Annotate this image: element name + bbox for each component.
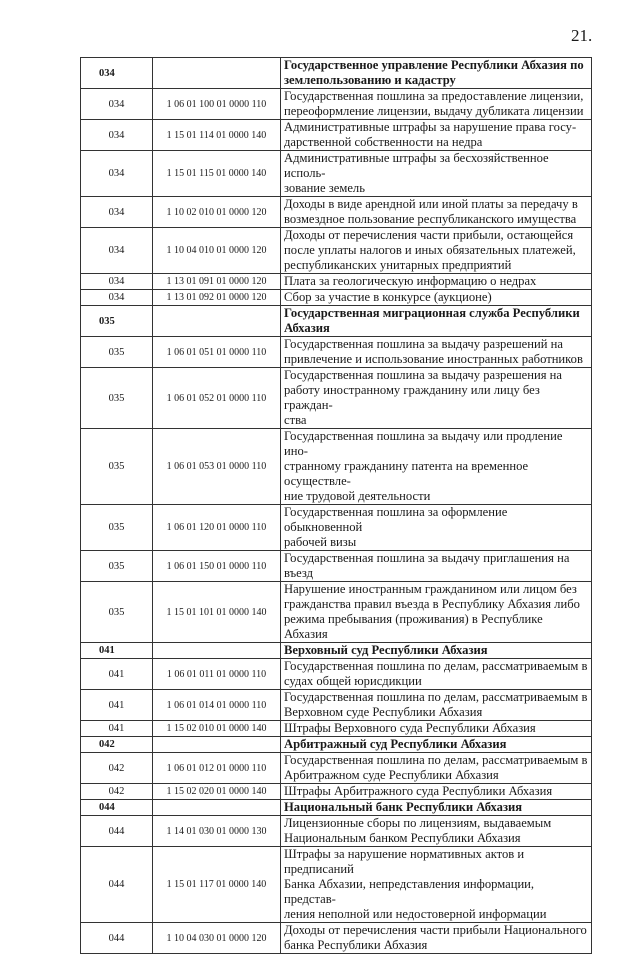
- org-code-cell: 035: [81, 505, 153, 551]
- revenue-code-cell: 1 15 01 114 01 0000 140: [153, 120, 281, 151]
- org-code-cell: 034: [81, 151, 153, 197]
- description-cell: Государственная пошлина по делам, рассматриваемым в Арбитражном суде Республики Абхазия: [281, 753, 592, 784]
- org-code-cell: 041: [81, 690, 153, 721]
- section-header-row: [81, 800, 592, 816]
- description-cell: Верховный суд Республики Абхазия: [281, 643, 592, 659]
- description-cell: Административные штрафы за нарушение права госу- дарственной собственности на недра: [281, 120, 592, 151]
- org-code-cell: 034: [81, 89, 153, 120]
- description-cell: Штрафы Верховного суда Республики Абхазия: [281, 721, 592, 737]
- org-code-cell: 041: [81, 643, 153, 659]
- page-number: 21.: [571, 26, 593, 45]
- table-row: [81, 337, 592, 368]
- revenue-code-cell: [153, 643, 281, 659]
- revenue-code-cell: 1 14 01 030 01 0000 130: [153, 816, 281, 847]
- description-cell: Доходы в виде арендной или иной платы за передачу в возмездное пользование республиканского имущества: [281, 197, 592, 228]
- table-row: [81, 368, 592, 429]
- revenue-code-cell: 1 06 01 120 01 0000 110: [153, 505, 281, 551]
- description-cell: Государственная пошлина за выдачу приглашения на въезд: [281, 551, 592, 582]
- table-row: [81, 582, 592, 643]
- org-code-cell: 044: [81, 847, 153, 923]
- revenue-code-cell: 1 13 01 091 01 0000 120: [153, 274, 281, 290]
- revenue-code-cell: 1 06 01 053 01 0000 110: [153, 429, 281, 505]
- revenue-code-cell: 1 06 01 011 01 0000 110: [153, 659, 281, 690]
- revenue-code-cell: 1 15 01 117 01 0000 140: [153, 847, 281, 923]
- revenue-code-cell: 1 10 04 030 01 0000 120: [153, 923, 281, 954]
- description-cell: Административные штрафы за бесхозяйственное исполь- зование земель: [281, 151, 592, 197]
- org-code-cell: 035: [81, 306, 153, 337]
- section-header-row: [81, 306, 592, 337]
- org-code-cell: 044: [81, 800, 153, 816]
- description-cell: Арбитражный суд Республики Абхазия: [281, 737, 592, 753]
- description-cell: Государственная пошлина за предоставление лицензии, переоформление лицензии, выдачу дубликата лицензии: [281, 89, 592, 120]
- description-cell: Доходы от перечисления части прибыли, остающейся после уплаты налогов и иных обязательных платежей, республиканских унитарных предприятий: [281, 228, 592, 274]
- table-body: [81, 58, 592, 954]
- org-code-cell: 034: [81, 120, 153, 151]
- section-header-row: [81, 737, 592, 753]
- revenue-code-cell: 1 13 01 092 01 0000 120: [153, 290, 281, 306]
- org-code-cell: 034: [81, 197, 153, 228]
- description-cell: Штрафы Арбитражного суда Республики Абхазия: [281, 784, 592, 800]
- description-cell: Лицензионные сборы по лицензиям, выдаваемым Национальным банком Республики Абхазия: [281, 816, 592, 847]
- table-row: [81, 753, 592, 784]
- description-cell: Государственная пошлина по делам, рассматриваемым в судах общей юрисдикции: [281, 659, 592, 690]
- org-code-cell: 035: [81, 337, 153, 368]
- section-header-row: [81, 643, 592, 659]
- revenue-code-cell: 1 15 02 020 01 0000 140: [153, 784, 281, 800]
- table-row: [81, 429, 592, 505]
- org-code-cell: 035: [81, 582, 153, 643]
- description-cell: Государственная пошлина за выдачу разрешений на привлечение и использование иностранных работников: [281, 337, 592, 368]
- revenue-code-cell: 1 06 01 150 01 0000 110: [153, 551, 281, 582]
- description-cell: Государственная пошлина за оформление обыкновенной рабочей визы: [281, 505, 592, 551]
- table-row: [81, 274, 592, 290]
- description-cell: Национальный банк Республики Абхазия: [281, 800, 592, 816]
- revenue-code-cell: 1 15 01 101 01 0000 140: [153, 582, 281, 643]
- description-cell: Государственная пошлина за выдачу разрешения на работу иностранному гражданину или лицу без граждан- ства: [281, 368, 592, 429]
- table-row: [81, 923, 592, 954]
- revenue-code-cell: [153, 58, 281, 89]
- table-row: [81, 690, 592, 721]
- description-cell: Плата за геологическую информацию о недрах: [281, 274, 592, 290]
- revenue-code-cell: 1 15 02 010 01 0000 140: [153, 721, 281, 737]
- table-row: [81, 505, 592, 551]
- description-cell: Доходы от перечисления части прибыли Национального банка Республики Абхазия: [281, 923, 592, 954]
- org-code-cell: 042: [81, 753, 153, 784]
- table-row: [81, 290, 592, 306]
- description-cell: Государственная миграционная служба Республики Абхазия: [281, 306, 592, 337]
- table-row: [81, 197, 592, 228]
- revenue-code-cell: [153, 737, 281, 753]
- section-header-row: [81, 58, 592, 89]
- org-code-cell: 034: [81, 58, 153, 89]
- org-code-cell: 035: [81, 429, 153, 505]
- table-row: [81, 721, 592, 737]
- org-code-cell: 034: [81, 290, 153, 306]
- org-code-cell: 035: [81, 551, 153, 582]
- revenue-code-cell: 1 10 02 010 01 0000 120: [153, 197, 281, 228]
- org-code-cell: 042: [81, 737, 153, 753]
- org-code-cell: 034: [81, 228, 153, 274]
- table-row: [81, 151, 592, 197]
- revenue-code-cell: [153, 306, 281, 337]
- description-cell: Государственное управление Республики Абхазия по землепользованию и кадастру: [281, 58, 592, 89]
- table-row: [81, 551, 592, 582]
- table-row: [81, 228, 592, 274]
- table-row: [81, 659, 592, 690]
- revenue-code-cell: 1 06 01 100 01 0000 110: [153, 89, 281, 120]
- org-code-cell: 035: [81, 368, 153, 429]
- table-row: [81, 89, 592, 120]
- revenue-code-cell: 1 06 01 051 01 0000 110: [153, 337, 281, 368]
- revenue-code-cell: 1 06 01 052 01 0000 110: [153, 368, 281, 429]
- org-code-cell: 041: [81, 659, 153, 690]
- revenue-code-cell: 1 06 01 014 01 0000 110: [153, 690, 281, 721]
- table-row: [81, 784, 592, 800]
- description-cell: Государственная пошлина по делам, рассматриваемым в Верховном суде Республики Абхазия: [281, 690, 592, 721]
- org-code-cell: 042: [81, 784, 153, 800]
- org-code-cell: 044: [81, 816, 153, 847]
- revenue-code-cell: 1 10 04 010 01 0000 120: [153, 228, 281, 274]
- org-code-cell: 044: [81, 923, 153, 954]
- description-cell: Государственная пошлина за выдачу или продление ино- странному гражданину патента на временное осуществле- ние трудовой деятельности: [281, 429, 592, 505]
- table-row: [81, 120, 592, 151]
- description-cell: Нарушение иностранным гражданином или лицом без гражданства правил въезда в Республику Абхазия либо режима пребывания (проживания) в Республике Абхазия: [281, 582, 592, 643]
- revenue-code-cell: 1 15 01 115 01 0000 140: [153, 151, 281, 197]
- description-cell: Штрафы за нарушение нормативных актов и предписаний Банка Абхазии, непредставления информации, представ- ления неполной или недостоверной информации: [281, 847, 592, 923]
- org-code-cell: 034: [81, 274, 153, 290]
- revenue-code-cell: [153, 800, 281, 816]
- revenue-codes-table: [80, 57, 592, 954]
- table-row: [81, 816, 592, 847]
- org-code-cell: 041: [81, 721, 153, 737]
- revenue-code-cell: 1 06 01 012 01 0000 110: [153, 753, 281, 784]
- table-row: [81, 847, 592, 923]
- description-cell: Сбор за участие в конкурсе (аукционе): [281, 290, 592, 306]
